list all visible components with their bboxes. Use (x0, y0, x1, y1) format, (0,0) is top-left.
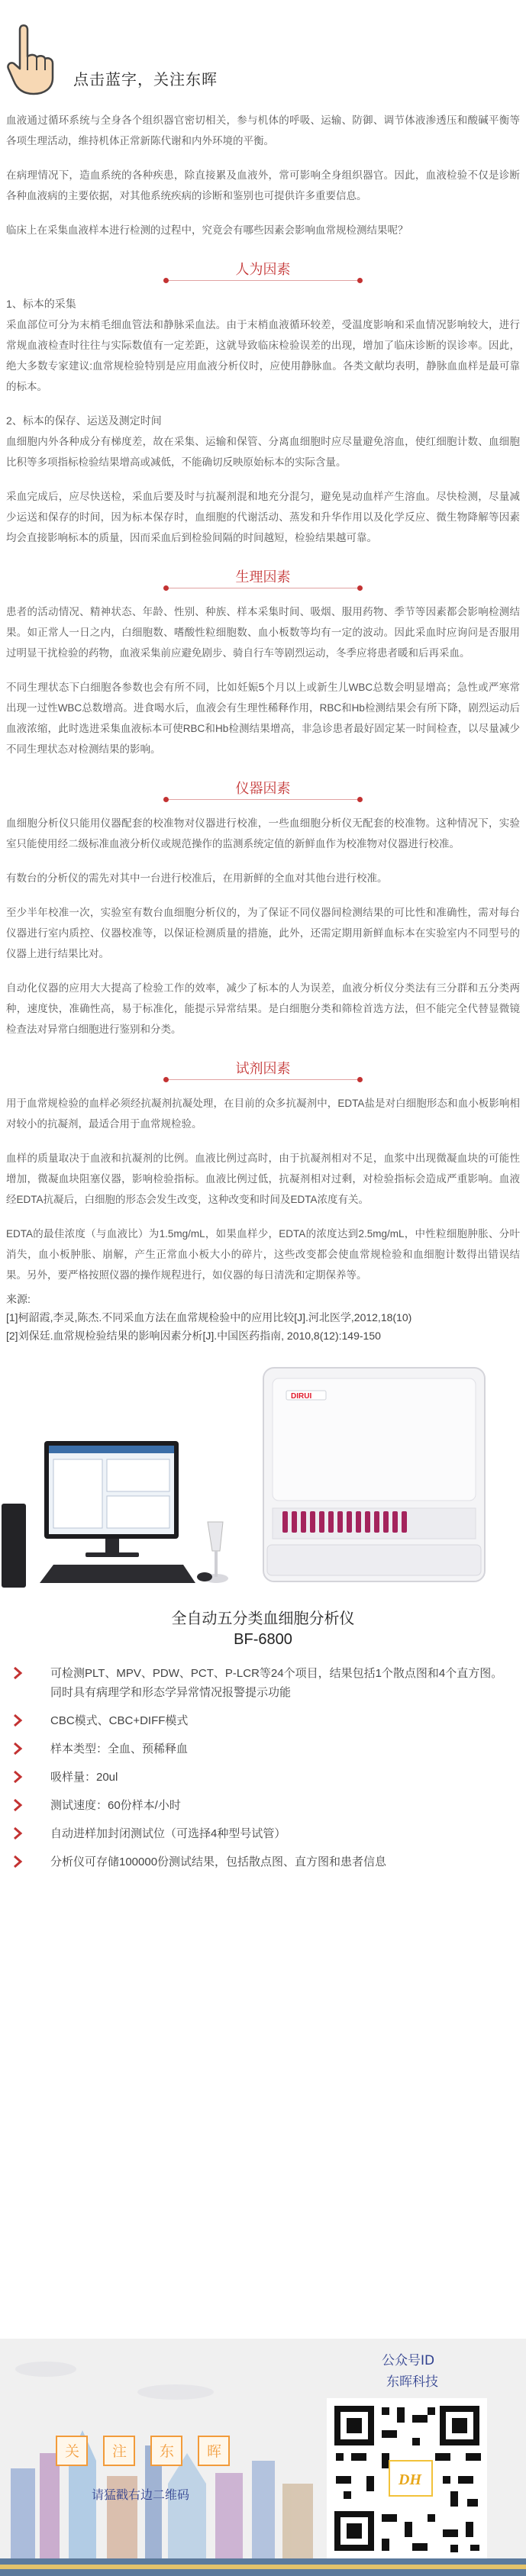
section-paragraph: 采血部位可分为末梢毛细血管法和静脉采血法。由于末梢血液循环较差，受温度影响和采血情况影响较大，进行常规血液检查时往往与实际数值有一定差距，这就导致临床检验误差的出现，增加了临床诊断的误诊率。因此，绝大多数专家建议:血常规检验特别是应用血液分析仪时，应使用静脉血。各类文献均表明，静脉血血样是最可靠的标本。 (6, 319, 520, 392)
section-title: 生理因素 (235, 569, 291, 585)
chevron-right-icon (12, 1742, 23, 1755)
follow-char: 晖 (207, 2443, 222, 2460)
section-paragraph: 采血完成后，应尽快送检，采血后要及时与抗凝剂混和地充分混匀，避免晃动血样产生溶血。尽快检测，尽量减少运送和保存的时间，因为标本保存时，血细胞的代谢活动、蒸发和升华作用以及化学反应、微生物降解等因素均会直接影响标本的质量，因而采血后到检验间隔的时间越短，检验结果越可靠。 (6, 491, 520, 543)
follow-char: 注 (112, 2443, 127, 2460)
spec-item (11, 1824, 508, 1843)
references-label: 来源: (6, 1293, 31, 1305)
pointing-hand-icon (5, 23, 64, 96)
product-title: 全自动五分类血细胞分析仪 (171, 1610, 355, 1627)
section-paragraph: 血样的质量取决于血液和抗凝剂的比例。血液比例过高时，由于抗凝剂相对不足，血浆中出现微凝血块的可能性增加，微凝血块阻塞仪器，影响检验指标。血液比例过低，抗凝剂相对过剩，对检验指标会造成严重影响。血液经EDTA抗凝后，白细胞的形态会发生改变，这种改变和时间及EDTA浓度有关。 (6, 1153, 520, 1205)
footer-banner (0, 2339, 526, 2576)
spec-text: 测试速度：60份样本/小时 (50, 1799, 181, 1812)
references (6, 1290, 520, 1345)
reference-item[interactable]: [2]刘保廷.血常规检验结果的影响因素分析[J].中国医药指南, 2010,8(12):149-150 (6, 1330, 381, 1342)
product-image (0, 1345, 526, 1604)
spec-text: 可检测PLT、MPV、PDW、PCT、P-LCR等24个项目，结果包括1个散点图和4个直方图。同时具有病理学和形态学异常情况报警提示功能 (50, 1667, 503, 1699)
section-paragraph: 自动化仪器的应用大大提高了检验工作的效率，减少了标本的人为误差，血液分析仪分类法有三分群和五分类两种，速度快，准确性高，易于标准化，能提示异常结果。是白细胞分类和筛检首选方法，但不能完全代替显微镜检查法对异常白细胞进行鉴别和分类。 (6, 982, 520, 1035)
section-paragraph: 血细胞分析仪只能用仪器配套的校准物对仪器进行校准，一些血细胞分析仪无配套的校准物。这种情况下，实验室只能使用经二级标准血液分析仪或规范操作的监测系统定值的新鲜血作为校准物对仪器进行校准。 (6, 817, 520, 850)
spec-item (11, 1664, 508, 1702)
brand-logo: DIRUI (291, 1392, 312, 1401)
subheading: 2、标本的保存、运送及测定时间 (6, 414, 162, 427)
section-header-instrument (0, 775, 526, 805)
section-title: 仪器因素 (235, 781, 291, 796)
hematology-analyzer-illustration (0, 1345, 526, 1604)
intro-paragraph: 血液通过循环系统与全身各个组织器官密切相关，参与机体的呼吸、运输、防御、调节体液渗透压和酸碱平衡等各项生理活动，维持机体正常新陈代谢和内外环境的平衡。 (6, 114, 520, 147)
section-paragraph: 至少半年校准一次，实验室有数台血细胞分析仪的，为了保证不同仪器间检测结果的可比性和准确性，需对每台仪器进行室内质控、仪器校准等，以保证检测质量的措施，此外，还需定期用新鲜血标本在实验室内不同型号的仪器上进行结果比对。 (6, 907, 520, 959)
section-paragraph: 用于血常规检验的血样必须经抗凝剂抗凝处理，在目前的众多抗凝剂中，EDTA盐是对白细胞形态和血小板影响相对较小的抗凝剂，最适合用于血常规检验。 (6, 1098, 520, 1130)
follow-boxes (56, 2436, 229, 2465)
section-header-reagent (0, 1055, 526, 1085)
chevron-right-icon (12, 1770, 23, 1784)
chevron-right-icon (12, 1855, 23, 1868)
qr-center-logo: DH (399, 2471, 421, 2488)
follow-prompt: 点击蓝字，关注东晖 (73, 72, 218, 89)
spec-text: 分析仪可存储100000份测试结果，包括散点图、直方图和患者信息 (50, 1855, 387, 1868)
spec-item (11, 1711, 508, 1730)
product-model: BF-6800 (234, 1631, 292, 1648)
section-title: 人为因素 (235, 262, 291, 277)
article-header (0, 0, 526, 99)
intro-question: 临床上在采集血液样本进行检测的过程中，究竟会有哪些因素会影响血常规检测结果呢？ (6, 224, 408, 236)
spec-item (11, 1768, 508, 1787)
footer-illustration (0, 2339, 526, 2576)
scan-prompt: 请猛戳右边二维码 (92, 2487, 190, 2502)
reference-item[interactable]: [1]柯韶霞,李灵,陈杰.不同采血方法在血常规检验中的应用比较[J].河北医学,2012,18(10) (6, 1311, 412, 1323)
chevron-right-icon (12, 1666, 23, 1680)
spec-item (11, 1739, 508, 1759)
spec-text: 自动进样加封闭测试位（可选择4种型号试管） (50, 1827, 286, 1840)
account-name: 东晖科技 (386, 2374, 438, 2390)
spec-text: 样本类型：全血、预稀释血 (50, 1743, 189, 1755)
spec-item (11, 1796, 508, 1815)
section-header-human (0, 256, 526, 286)
intro-paragraph: 在病理情况下，造血系统的各种疾患，除直接累及血液外，常可影响全身组织器官。因此，血液检验不仅是诊断各种血液病的主要依据，对其他系统疾病的诊断和鉴别也可提供许多重要信息。 (6, 169, 520, 202)
section-paragraph: 有数台的分析仪的需先对其中一台进行校准后，在用新鲜的全血对其他台进行校准。 (6, 872, 388, 884)
section-title: 试剂因素 (235, 1061, 291, 1076)
section-paragraph: EDTA的最佳浓度（与血液比）为1.5mg/mL，如果血样少，EDTA的浓度达到2.5mg/mL，中性粒细胞肿胀、分叶消失，血小板肿胀、崩解，产生正常血小板大小的碎片，这些改变都会使血常规检验和血细胞计数得出错误结果。另外，要严格按照仪器的操作规程进行，如仪器的每日清洗和定期保养等。 (6, 1228, 520, 1281)
section-header-physio (0, 563, 526, 594)
section-paragraph: 血细胞内外各种成分有梯度差，故在采集、运输和保管、分离血细胞时应尽量避免溶血，使红细胞计数、血细胞比积等多项指标检验结果增高或减低，不能确切反映原始标本的实际含量。 (6, 436, 520, 468)
follow-char: 关 (65, 2443, 80, 2460)
account-id-label: 公众号ID (382, 2353, 435, 2368)
qr-code[interactable] (327, 2398, 487, 2558)
chevron-right-icon (12, 1826, 23, 1840)
follow-char: 东 (160, 2443, 175, 2460)
spec-text: CBC模式、CBC+DIFF模式 (50, 1714, 189, 1727)
product-spec-list (0, 1664, 526, 1872)
subheading: 1、标本的采集 (6, 298, 76, 310)
spec-text: 吸样量：20ul (50, 1771, 118, 1784)
section-paragraph: 不同生理状态下白细胞各参数也会有所不同，比如妊娠5个月以上或新生儿WBC总数会明显增高；急性或严寒常出现一过性WBC总数增高。进食喝水后，血液会有生理性稀释作用，RBC和Hb检测结果会有所下降，剧烈运动后血液浓缩，此时选进采集血液标本可使RBC和Hb检测结果增高，非急诊患者最好固定某一时间检查，以尽量减少不同生理状态对检测结果的影响。 (6, 682, 520, 755)
chevron-right-icon (12, 1714, 23, 1727)
chevron-right-icon (12, 1798, 23, 1812)
spec-item (11, 1852, 508, 1872)
section-paragraph: 患者的活动情况、精神状态、年龄、性别、种族、样本采集时间、吸烟、服用药物、季节等因素都会影响检测结果。如正常人一日之内，白细胞数、嗜酸性粒细胞数、血小板数等均有一定的波动。因此采血时应询问是否服用过明显干扰检验的药物，血液采集前应避免剧步、骑自行车等剧烈运动，冬季应将患者暖和后再采血。 (6, 606, 520, 659)
